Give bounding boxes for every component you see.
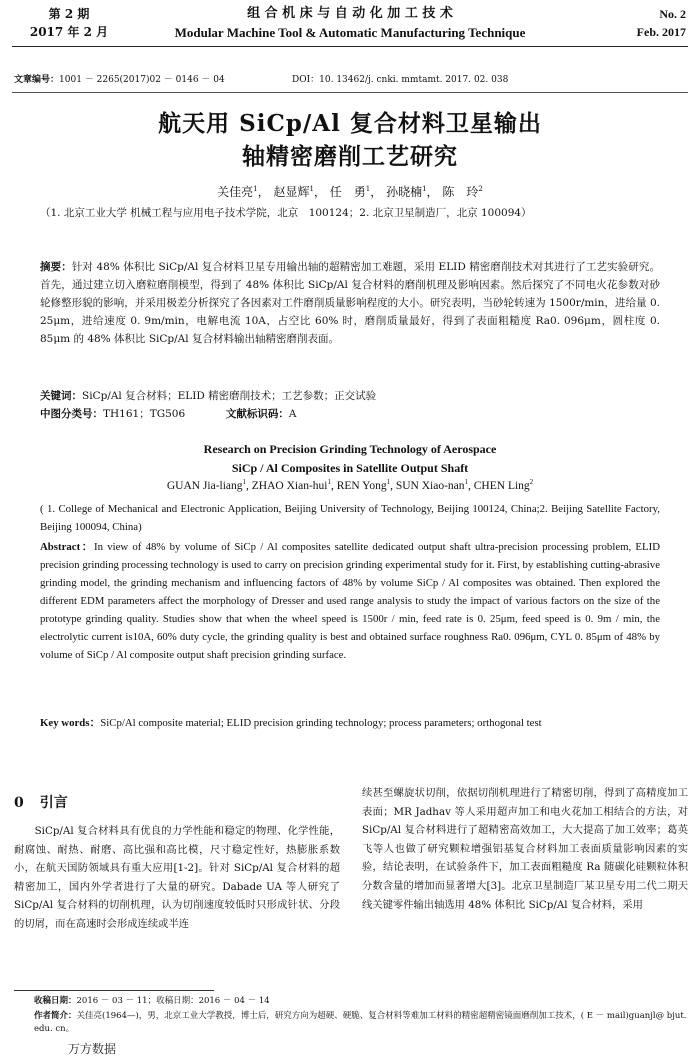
issue-no-en: No. 2 xyxy=(659,7,686,21)
received-dates: 2016 － 03 － 11；收稿日期：2016 － 04 － 14 xyxy=(76,996,270,1006)
author-cn: 任 勇$^1$ xyxy=(329,185,371,199)
intro-left-column: SiCp/Al 复合材料具有优良的力学性能和稳定的物理、化学性能，耐腐蚀、耐热、耐磨、高比强和高比模，尺寸稳定性好，热膨胀系数小，在航天国防领域具有重大应用[1-2]。针对 SiCp/Al 复合材料的超精密加工，国内外学者进行了大量的研究。Dabade UA 等人研究了 SiCp/Al 复合材料的切削机理，认为切削速度较低时只形成针状、分段的切屑，而在高速时会形成连续或半连 xyxy=(14,825,340,930)
classification xyxy=(40,405,660,423)
author-cn: 陈 玲$^2$ xyxy=(442,185,483,199)
journal-title-en: Modular Machine Tool & Automatic Manufacturing Technique xyxy=(174,25,526,40)
author-cn: 赵显辉$^1$ xyxy=(273,185,314,199)
document-code-label: 文献标识码： xyxy=(225,408,289,420)
keywords-en: Key words：SiCp/Al composite material; ELID precision grinding technology; process parameters; orthogonal test xyxy=(40,717,542,729)
keywords-cn-text: SiCp/Al 复合材料；ELID 精密磨削技术；工艺参数；正交试验 xyxy=(82,390,377,402)
author-cn: 孙晓楠$^1$ xyxy=(386,185,427,199)
author-en: CHEN Ling$^2$ xyxy=(473,478,534,492)
author-en: ZHAO Xian-hui$^1$ xyxy=(251,478,331,492)
footnote-received xyxy=(34,995,684,1008)
received-label: 收稿日期： xyxy=(34,996,77,1006)
classification-value: TH161；TG506 xyxy=(103,408,186,420)
section-heading xyxy=(14,792,68,812)
affiliation-cn: （1. 北京工业大学 机械工程与应用电子技术学院，北京 100124；2. 北京卫星制造厂，北京 100094） xyxy=(40,207,532,219)
title-cn-line2: 轴精密磨削工艺研究 xyxy=(242,143,458,170)
abstract-cn-label: 摘要： xyxy=(40,261,72,273)
title-en-line1: Research on Precision Grinding Technology of Aerospace xyxy=(203,442,497,456)
journal-title-cn: 组 合 机 床 与 自 动 化 加 工 技 术 xyxy=(247,6,453,21)
keywords-cn xyxy=(40,387,660,405)
keywords-en-label: Key words xyxy=(40,717,90,729)
meta-rule xyxy=(12,92,688,93)
bio-label: 作者简介： xyxy=(34,1011,77,1021)
title-en-line2: SiCp / Al Composites in Satellite Output Shaft xyxy=(231,461,469,475)
abstract-en: Abstract：In view of 48% by volume of SiCp / Al composites satellite dedicated output shaft ultra-precision processing problem, ELID precision grinding processing technology is used to carry on precision grinding experimental study for it. First, by establishing cutting-abrasive grinding model, the grinding mechanism and influencing factors of 48% by volume SiCp / Al composites was obtained. Then explored the different EDM parameters affect the morphology of Dresser and used range analysis to study the impact of various factors on the size of the prototype grinding quality. Studies show that when the wheel speed is 1500r / min, feed rate is 0. 25μm, feed speed is 0. 9m / min, the electrolytic current is10A, 60% duty cycle, the grinding quality is best and obtained surface roughness Ra0. 096μm, CYL 0. 85μm of 48% by volume of SiCp / Al composite output shaft precision grinding surface. xyxy=(40,541,661,661)
section-number: 0 xyxy=(14,795,24,811)
abstract-cn-text: 针对 48% 体积比 SiCp/Al 复合材料卫星专用输出轴的超精密加工难题，采用 ELID 精密磨削技术对其进行了工艺实验研究。首先，通过建立切入磨粒磨削模型，得到了 48% 体积比 SiCp/Al 复合材料的磨削机理及影响因素。然后探究了不同电火花参数对砂轮修整形貌的影响，并采用极差分析探究了各因素对工件磨削质量影响程度的大小。研究表明，当砂轮转速为 1500r/min，进给量 0. 25μm，进给速度 0. 9m/min，电解电流 10A，占空比 60% 时，磨削质量最好，得到了表面粗糙度 Ra0. 096μm，圆柱度 0. 85μm 的 48% 体积比 SiCp/Al 复合材料输出轴精密磨削表面。 xyxy=(40,261,660,345)
article-number xyxy=(14,74,225,86)
keywords-en-text: SiCp/Al composite material; ELID precision grinding technology; process parameters; orthogonal test xyxy=(100,717,542,729)
authors-cn: 关佳亮$^1$， 赵显辉$^1$， 任 勇$^1$， 孙晓楠$^1$， 陈 玲$^2$ xyxy=(217,185,483,199)
abstract-en-label: Abstract xyxy=(40,541,81,553)
footnote-bio xyxy=(34,1010,688,1036)
doi: DOI：10. 13462/j. cnki. mmtamt. 2017. 02. 038 xyxy=(292,75,509,85)
document-code: A xyxy=(288,408,297,420)
author-en: SUN Xiao-nan$^1$ xyxy=(395,478,469,492)
article-number-value: 1001 － 2265(2017)02 － 0146 － 04 xyxy=(59,75,225,85)
authors-en: GUAN Jia-liang$^1$, ZHAO Xian-hui$^1$, REN Yong$^1$, SUN Xiao-nan$^1$, CHEN Ling$^2$ xyxy=(166,478,534,492)
section-title: 引言 xyxy=(39,795,68,811)
author-en: REN Yong$^1$ xyxy=(336,478,391,492)
footnote-rule xyxy=(14,990,214,991)
header-rule xyxy=(12,46,688,47)
watermark-text: 万方数据 xyxy=(68,1042,117,1056)
article-number-label: 文章编号： xyxy=(14,75,60,85)
author-en: GUAN Jia-liang$^1$ xyxy=(166,478,247,492)
affiliation-en: ( 1. College of Mechanical and Electronic Application, Beijing University of Technology, Beijing 100124, China;2. Beijing Satellite Factory, Beijing 100094, China) xyxy=(40,503,660,533)
intro-right-column: 续甚至螺旋状切削，依据切削机理进行了精密切削，得到了高精度加工表面；MR Jadhav 等人采用超声加工和电火花加工相结合的方法，对 SiCp/Al 复合材料进行了超精密高效加工，大大提高了加工效率；葛英飞等人也做了研究颗粒增强铝基复合材料加工表面质量影响因素的实验，结论表明，在试验条件下，加工表面粗糙度 Ra 随碳化硅颗粒体积分数含量的增加而显著增大[3]。北京卫星制造厂某卫星专用二代二期天线关键零件输出轴选用 48% 体积比 SiCp/Al 复合材料，采用 xyxy=(362,787,688,911)
issue-date-cn: 2017 年 2 月 xyxy=(29,25,109,39)
title-cn-line1: 航天用 SiCp/Al 复合材料卫星输出 xyxy=(158,110,542,137)
abstract-en-text: In view of 48% by volume of SiCp / Al composites satellite dedicated output shaft ultra-precision processing problem, ELID precision grinding processing technology is used to carry on precision grinding experimental study for it. First, by establishing cutting-abrasive grinding model, the grinding mechanism and influencing factors of 48% by volume SiCp / Al composites was obtained. Then explored the different EDM parameters affect the morphology of Dresser and used range analysis to study the impact of various factors on the size of the prototype grinding quality. Studies show that when the wheel speed is 1500r / min, feed rate is 0. 25μm, feed speed is 0. 9m / min, the electrolytic current is10A, 60% duty cycle, the grinding quality is best and obtained surface roughness Ra0. 096μm, CYL 0. 85μm of 48% by volume of SiCp / Al composite output shaft precision grinding surface. xyxy=(40,541,661,661)
author-cn: 关佳亮$^1$ xyxy=(217,185,258,199)
bio-text: 关佳亮(1964—)，男，北京工业大学教授，博士后，研究方向为超硬、硬脆、复合材料等难加工材料的精密超精密镜面磨削加工技术，( E － mail)guanjl@ bjut. edu. cn。 xyxy=(34,1011,687,1034)
keywords-cn-label: 关键词： xyxy=(40,390,82,402)
issue-date-en: Feb. 2017 xyxy=(636,25,686,39)
classification-label: 中图分类号： xyxy=(40,408,103,420)
abstract-cn xyxy=(40,258,660,348)
issue-number: 第 2 期 xyxy=(48,7,90,21)
